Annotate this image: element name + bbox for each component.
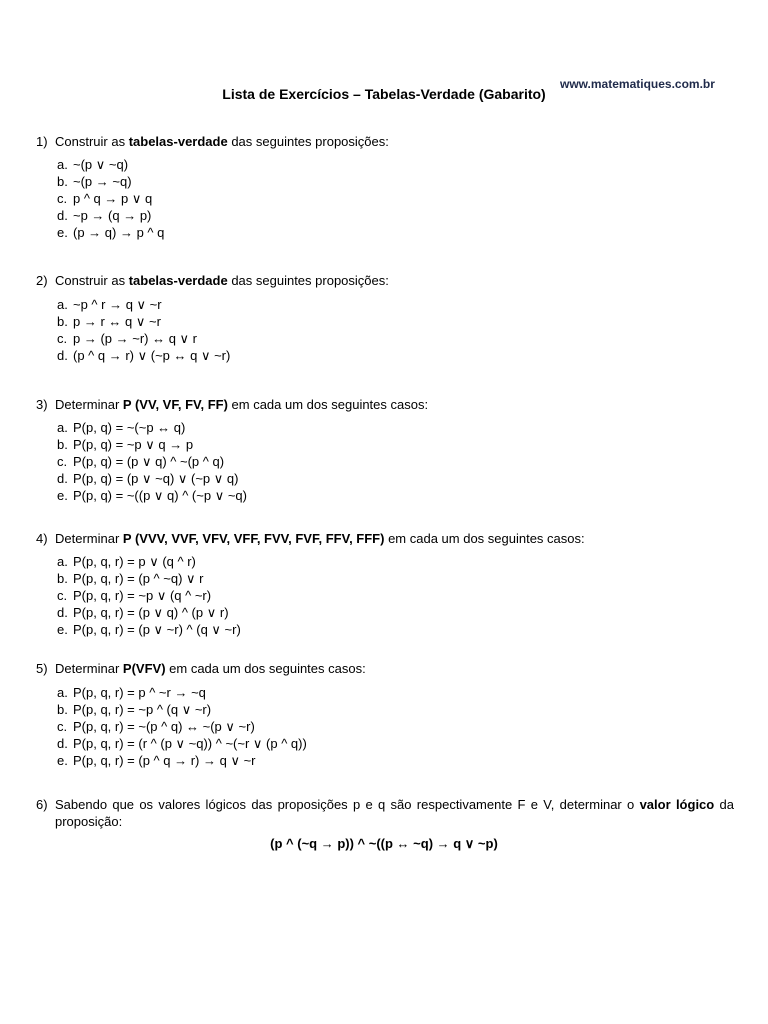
question-text: Construir as tabelas-verdade das seguintes proposições: bbox=[55, 134, 389, 149]
question-1 bbox=[36, 133, 734, 150]
list-item: e. P(p, q, r) = (p ^ q → r) → q ∨ ~r bbox=[57, 753, 256, 768]
list-item: a. P(p, q, r) = p ∨ (q ^ r) bbox=[57, 554, 196, 569]
list-item: e. (p → q) → p ^ q bbox=[57, 225, 165, 240]
list-item: c. p ^ q → p ∨ q bbox=[57, 191, 153, 206]
question-3-items bbox=[57, 419, 247, 504]
question-4-items bbox=[57, 553, 241, 638]
question-number: 5) bbox=[36, 661, 48, 676]
list-item: c. P(p, q, r) = ~(p ^ q) ↔ ~(p ∨ ~r) bbox=[57, 719, 255, 734]
page-title: Lista de Exercícios – Tabelas-Verdade (Gabarito) bbox=[222, 86, 546, 102]
question-text: Determinar P (VVV, VVF, VFV, VFF, FVV, FVF, FFV, FFF) em cada um dos seguintes casos: bbox=[55, 531, 585, 546]
list-item: d. P(p, q) = (p ∨ ~q) ∨ (~p ∨ q) bbox=[57, 471, 239, 486]
list-item: d. P(p, q, r) = (p ∨ q) ^ (p ∨ r) bbox=[57, 605, 229, 620]
question-text: Determinar P (VV, VF, FV, FF) em cada um dos seguintes casos: bbox=[55, 397, 429, 412]
question-4 bbox=[36, 530, 734, 547]
list-item: a. P(p, q, r) = p ^ ~r → ~q bbox=[57, 685, 206, 700]
list-item: c. p → (p → ~r) ↔ q ∨ r bbox=[57, 331, 198, 346]
list-item: a. ~p ^ r → q ∨ ~r bbox=[57, 297, 162, 312]
question-5 bbox=[36, 660, 734, 677]
question-number: 4) bbox=[36, 531, 48, 546]
question-text: Sabendo que os valores lógicos das proposições p e q são respectivamente F e V, determinar o valor lógico da proposição: bbox=[55, 797, 734, 829]
question-2-items bbox=[57, 296, 230, 364]
list-item: d. ~p → (q → p) bbox=[57, 208, 152, 223]
question-5-items bbox=[57, 684, 307, 769]
list-item: b. P(p, q, r) = (p ^ ~q) ∨ r bbox=[57, 571, 204, 586]
site-url[interactable]: www.matematiques.com.br bbox=[560, 77, 715, 91]
question-text: Construir as tabelas-verdade das seguintes proposições: bbox=[55, 273, 389, 288]
list-item: b. p → r ↔ q ∨ ~r bbox=[57, 314, 161, 329]
proposition-formula: (p ^ (~q → p)) ^ ~((p ↔ ~q) → q ∨ ~p) bbox=[270, 836, 498, 851]
list-item: a. P(p, q) = ~(~p ↔ q) bbox=[57, 420, 186, 435]
list-item: e. P(p, q) = ~((p ∨ q) ^ (~p ∨ ~q) bbox=[57, 488, 247, 503]
list-item: e. P(p, q, r) = (p ∨ ~r) ^ (q ∨ ~r) bbox=[57, 622, 241, 637]
list-item: b. P(p, q) = ~p ∨ q → p bbox=[57, 437, 194, 452]
list-item: d. P(p, q, r) = (r ^ (p ∨ ~q)) ^ ~(~r ∨ (p ^ q)) bbox=[57, 736, 307, 751]
question-text: Determinar P(VFV) em cada um dos seguintes casos: bbox=[55, 661, 366, 676]
list-item: b. ~(p → ~q) bbox=[57, 174, 132, 189]
list-item: c. P(p, q) = (p ∨ q) ^ ~(p ^ q) bbox=[57, 454, 225, 469]
list-item: a. ~(p ∨ ~q) bbox=[57, 157, 129, 172]
question-2 bbox=[36, 272, 734, 289]
list-item: b. P(p, q, r) = ~p ^ (q ∨ ~r) bbox=[57, 702, 212, 717]
question-number: 1) bbox=[36, 134, 48, 149]
list-item: d. (p ^ q → r) ∨ (~p ↔ q ∨ ~r) bbox=[57, 348, 231, 363]
question-number: 3) bbox=[36, 397, 48, 412]
question-number: 2) bbox=[36, 273, 48, 288]
question-6 bbox=[36, 796, 734, 830]
list-item: c. P(p, q, r) = ~p ∨ (q ^ ~r) bbox=[57, 588, 212, 603]
question-number: 6) bbox=[36, 797, 48, 812]
question-1-items bbox=[57, 156, 164, 241]
question-3 bbox=[36, 396, 734, 413]
